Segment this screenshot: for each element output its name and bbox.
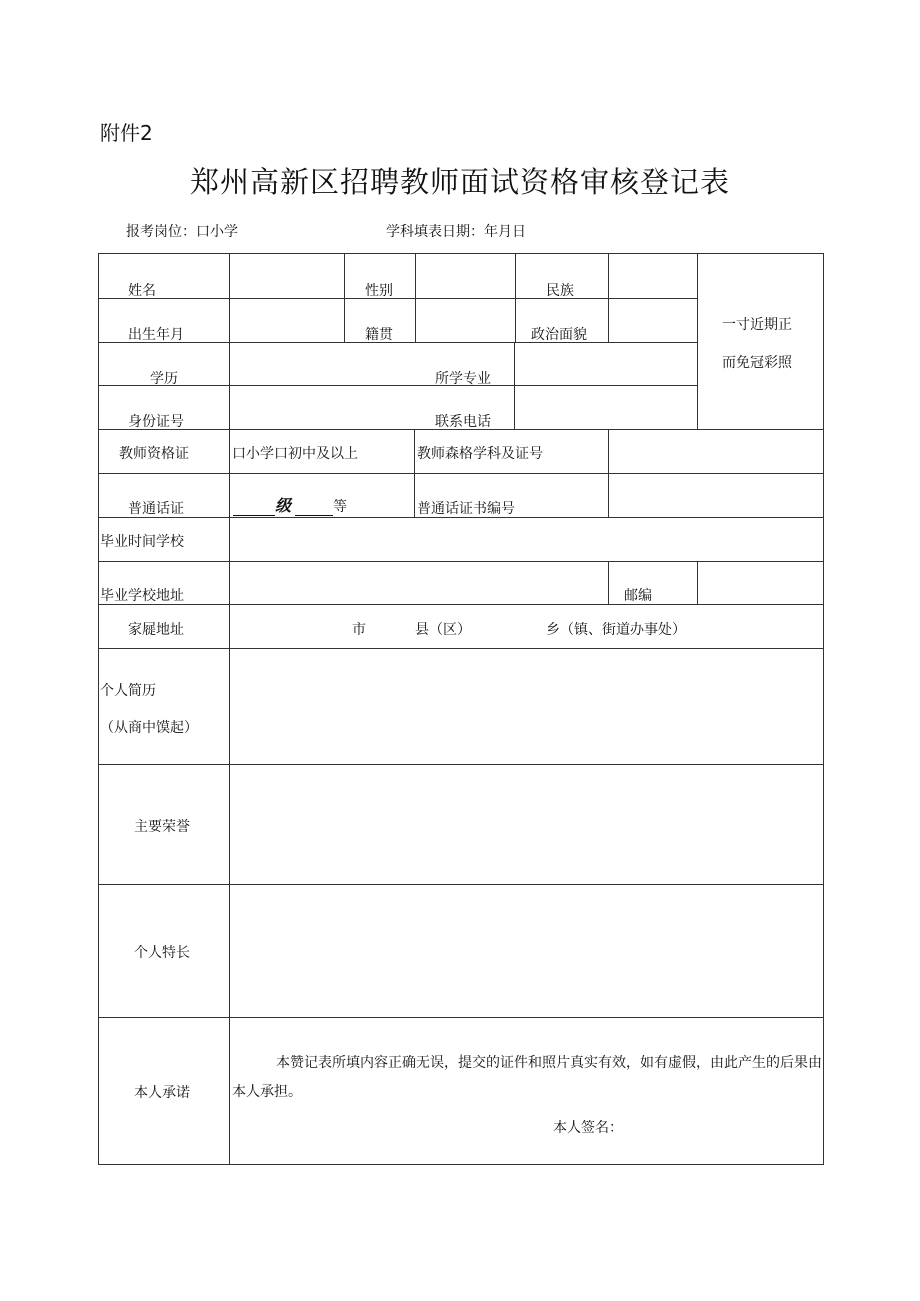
home-city-label: 市: [352, 622, 366, 638]
cert-subject-number-label: 教师森格学科及证号: [417, 446, 543, 462]
school-address-label: 毕业学校地址: [100, 588, 184, 604]
signature-label: 本人签名：: [553, 1120, 623, 1136]
name-label: 姓名: [128, 283, 156, 299]
mandarin-label: 普通话证: [128, 501, 184, 517]
home-town-label: 乡（镇、街道办事处）: [546, 622, 686, 638]
mandarin-cert-number-label: 普通话证书编号: [417, 501, 515, 517]
subject-date-label: 学科填表日期：年月日: [386, 224, 526, 240]
pledge-text-line1: 本赞记表所填内容正确无误，提交的证件和照片真实有效，如有虚假，由此产生: [276, 1055, 766, 1071]
attachment-label: 附件2: [100, 121, 153, 145]
honors-label: 主要荣誉: [134, 819, 190, 835]
mandarin-grade-text: 等: [333, 499, 348, 515]
gender-label: 性别: [365, 283, 393, 299]
home-address-label: 家屣地址: [128, 622, 184, 638]
photo-caption-line1: 一寸近期正: [722, 317, 792, 333]
postcode-label: 邮编: [624, 588, 652, 604]
position-label: 报考岗位：口小学: [126, 224, 238, 240]
home-county-label: 县（区）: [415, 622, 471, 638]
pledge-text: [232, 1049, 822, 1107]
major-label: 所学专业: [435, 371, 491, 387]
specialties-label: 个人特长: [134, 945, 190, 961]
mandarin-grade-blank: [295, 499, 333, 516]
grad-time-school-label: 毕业时间学校: [100, 534, 184, 550]
political-status-label: 政治面貌: [531, 327, 587, 343]
phone-label: 联系电话: [435, 414, 491, 430]
resume-label-line2: （从商中馍起）: [100, 720, 198, 736]
photo-caption-line2: 而免冠彩照: [722, 355, 792, 371]
education-label: 学历: [150, 371, 178, 387]
ethnicity-label: 民族: [546, 283, 574, 299]
resume-label-line1: 个人简历: [100, 683, 156, 699]
id-number-label: 身份证号: [128, 414, 184, 430]
mandarin-level-blank: [233, 499, 275, 516]
pledge-label: 本人承诺: [134, 1085, 190, 1101]
teacher-cert-options: 口小学口初中及以上: [232, 446, 358, 462]
pledge-text-line2: 的后果由本人承担。: [232, 1055, 822, 1100]
form-title: 郑州高新区招聘教师面试资格审核登记表: [189, 165, 730, 199]
mandarin-level-field: [233, 493, 347, 516]
birth-date-label: 出生年月: [128, 327, 184, 343]
mandarin-level-text: 级: [275, 496, 292, 515]
native-place-label: 籍贯: [365, 327, 393, 343]
teacher-cert-label: 教师资格证: [119, 446, 189, 462]
